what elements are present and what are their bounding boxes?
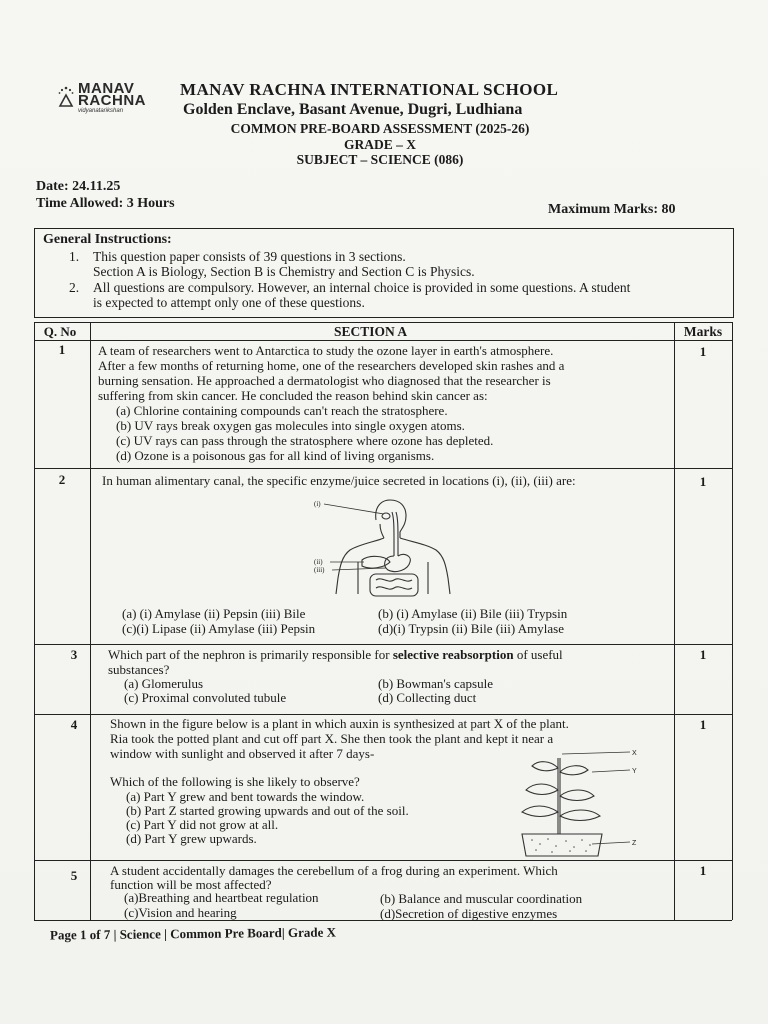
grade-title: GRADE – X [343,137,416,152]
potted-plant-diagram [492,746,642,858]
option-c: (c) Part Y did not grow at all. [126,817,279,832]
diagram-label-y: Y [632,768,637,775]
option-d: (d)(i) Trypsin (ii) Bile (iii) Amylase [378,621,564,636]
alimentary-canal-diagram [304,494,504,606]
general-instructions-box [34,228,734,318]
option-c: (c)Vision and hearing [124,905,237,920]
question-text: A team of researchers went to Antarctica to study the ozone layer in earth's atmosphere. [98,343,554,358]
exam-date: Date: 24.11.25 [36,179,121,194]
question-text: window with sunlight and observed it after 7 days- [110,746,375,761]
diagram-label-z: Z [632,840,637,847]
option-a: (a) (i) Amylase (ii) Pepsin (iii) Bile [122,606,306,621]
question-text: In human alimentary canal, the specific enzyme/juice secreted in locations (i), (ii), (iii) are: [102,473,576,488]
question-number: 2 [58,472,66,487]
question-text: suffering from skin cancer. He concluded the reason behind skin cancer as: [98,388,488,403]
question-text-part: Which part of the nephron is primarily responsible for [108,647,393,662]
option-c: (c) UV rays can pass through the stratosphere where ozone has depleted. [116,433,494,448]
question-marks: 1 [699,863,707,878]
question-text: function will be most affected? [110,877,272,892]
question-marks: 1 [699,344,707,359]
instruction-number: 1. [69,249,80,264]
column-header-section: SECTION A [334,324,408,339]
school-name: MANAV RACHNA INTERNATIONAL SCHOOL [180,80,559,99]
question-marks: 1 [699,717,707,732]
question-marks: 1 [699,474,707,489]
question-text-emphasis: selective reabsorption [392,647,514,662]
instruction-text: This question paper consists of 39 questions in 3 sections. [93,249,406,264]
option-b: (b) (i) Amylase (ii) Bile (iii) Trypsin [378,606,568,621]
logo-tagline: vidyanatarikshan [78,108,124,114]
option-d: (d) Ozone is a poisonous gas for all kind of living organisms. [116,448,435,463]
instructions-title: General Instructions: [43,232,172,247]
question-text-part: of useful [513,647,563,662]
question-prompt: Which of the following is she likely to observe? [110,774,360,789]
option-a: (a) Glomerulus [124,676,204,691]
question-text: After a few months of returning home, one of the researchers developed skin rashes and a [98,358,565,373]
option-d: (d) Collecting duct [378,690,477,705]
question-text: A student accidentally damages the cerebellum of a frog during an experiment. Which [110,863,558,878]
question-text: Ria took the potted plant and cut off part X. She then took the plant and kept it near a [110,731,554,746]
instruction-number: 2. [69,280,80,295]
instruction-text: Section A is Biology, Section B is Chemistry and Section C is Physics. [93,264,475,279]
question-number: 4 [70,717,78,732]
diagram-label-ii: (ii) [314,558,323,566]
logo-emblem-icon [56,82,76,108]
column-header-qno: Q. No [43,324,77,339]
option-d: (d)Secretion of digestive enzymes [380,906,558,921]
logo-line2: RACHNA [78,92,146,109]
school-logo [56,80,164,116]
subject-title: SUBJECT – SCIENCE (086) [296,152,464,167]
question-text: Shown in the figure below is a plant in which auxin is synthesized at part X of the plant. [110,716,569,731]
question-marks: 1 [699,647,707,662]
time-allowed: Time Allowed: 3 Hours [36,196,175,211]
question-text: burning sensation. He approached a dermatologist who diagnosed that the researcher is [98,373,551,388]
questions-table [34,322,732,922]
school-address: Golden Enclave, Basant Avenue, Dugri, Ludhiana [183,101,523,118]
question-number: 1 [58,342,66,357]
question-number: 5 [70,868,78,883]
diagram-label-i: (i) [314,500,321,508]
option-b: (b) UV rays break oxygen gas molecules into single oxygen atoms. [116,418,465,433]
option-a: (a) Part Y grew and bent towards the window. [126,789,365,804]
option-a: (a)Breathing and heartbeat regulation [124,890,319,905]
assessment-title: COMMON PRE-BOARD ASSESSMENT (2025-26) [230,121,530,136]
option-c: (c)(i) Lipase (ii) Amylase (iii) Pepsin [122,621,316,636]
diagram-label-iii: (iii) [314,566,325,574]
question-number: 3 [70,647,78,662]
diagram-label-x: X [632,750,637,757]
column-header-marks: Marks [683,324,723,339]
option-a: (a) Chlorine containing compounds can't reach the stratosphere. [116,403,448,418]
maximum-marks: Maximum Marks: 80 [548,202,676,217]
question-text: substances? [108,662,170,677]
instruction-text: is expected to attempt only one of these questions. [93,295,365,310]
option-b: (b) Part Z started growing upwards and out of the soil. [126,803,409,818]
logo-line1: MANAV [78,80,135,97]
option-d: (d) Part Y grew upwards. [126,831,257,846]
option-b: (b) Balance and muscular coordination [380,891,583,906]
instruction-text: All questions are compulsory. However, an internal choice is provided in some questions. A student [93,280,631,295]
question-text [108,647,563,662]
page-footer: Page 1 of 7 | Science | Common Pre Board| Grade X [49,924,337,943]
option-b: (b) Bowman's capsule [378,676,493,691]
option-c: (c) Proximal convoluted tubule [124,690,287,705]
